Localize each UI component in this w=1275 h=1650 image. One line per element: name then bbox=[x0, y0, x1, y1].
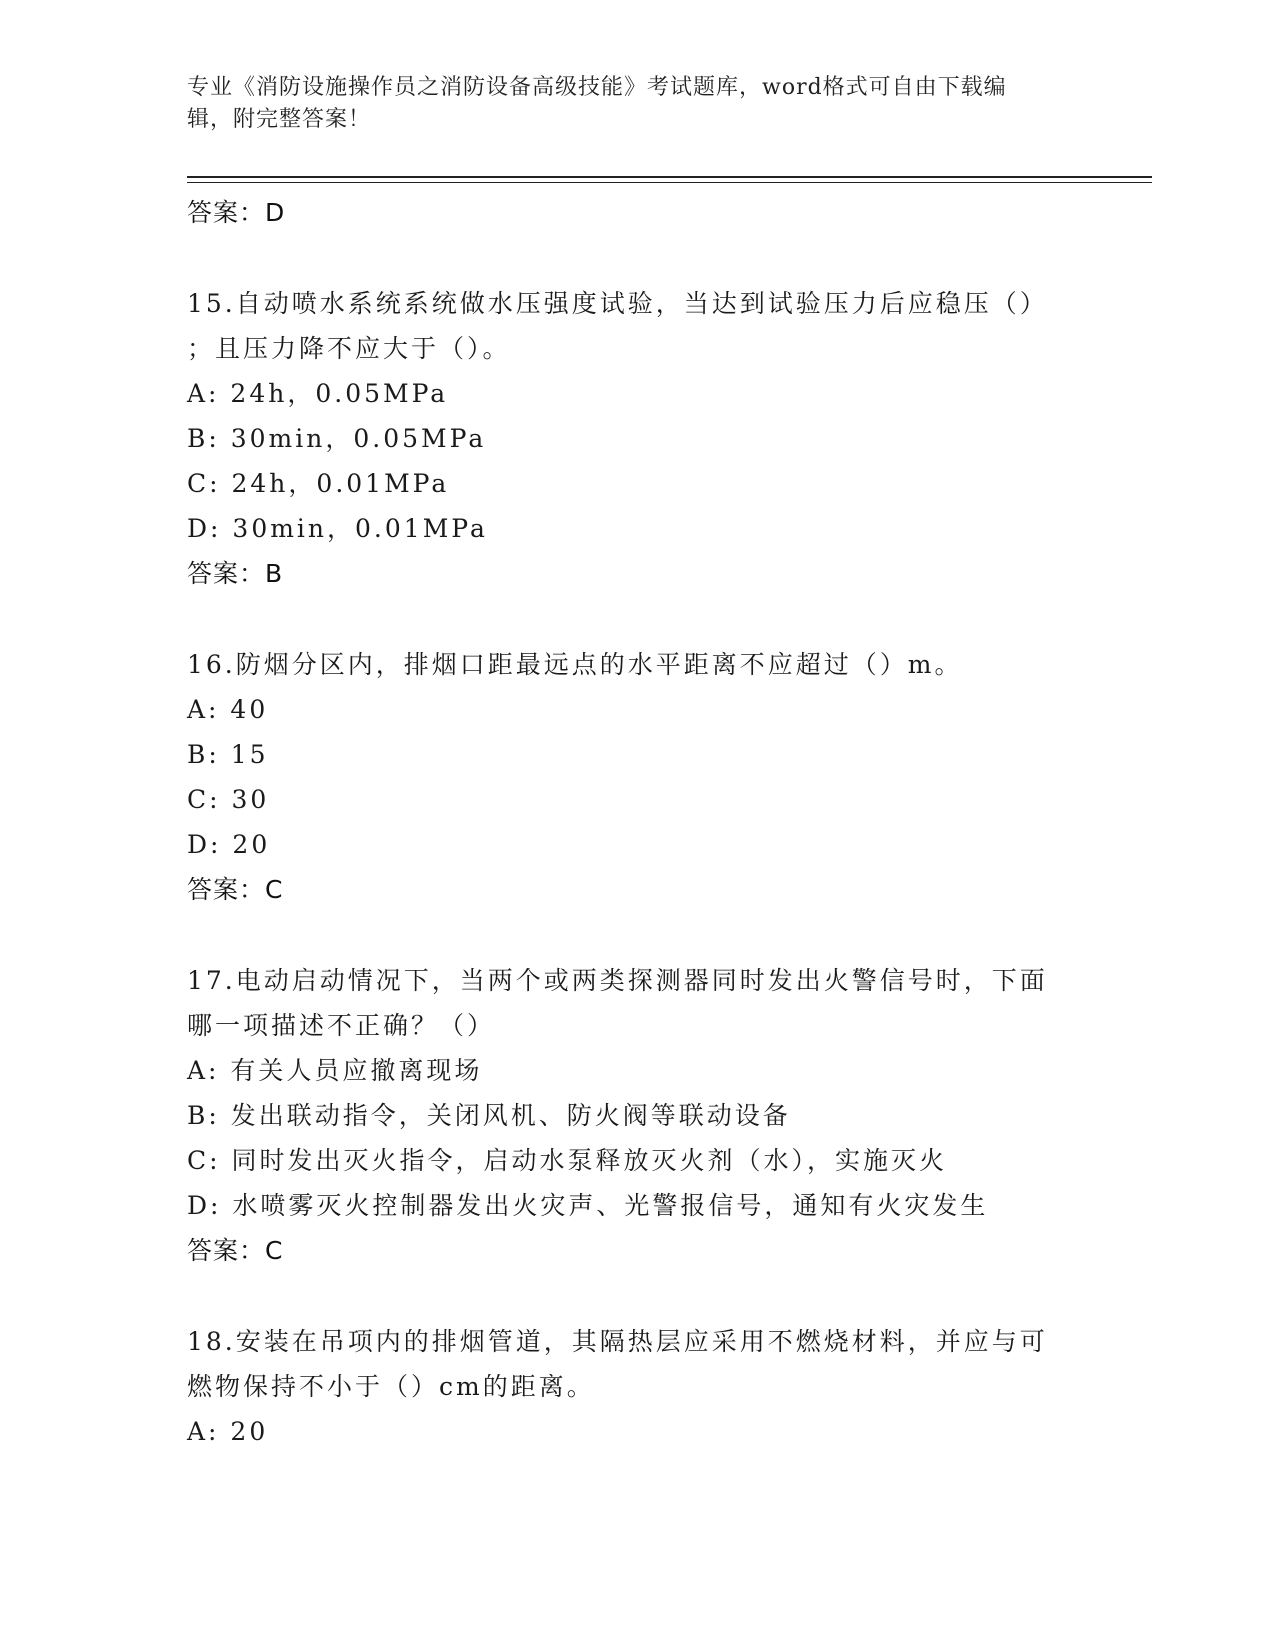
option-a: A: 有关人员应撤离现场 bbox=[187, 1056, 483, 1085]
answer-line: 答案：C bbox=[187, 875, 284, 904]
option-c: C: 24h，0.01MPa bbox=[187, 469, 450, 498]
option-b: B: 30min，0.05MPa bbox=[187, 424, 487, 453]
answer-line: 答案：B bbox=[187, 559, 284, 588]
option-d: D: 水喷雾灭火控制器发出火灾声、光警报信号，通知有火灾发生 bbox=[187, 1191, 989, 1220]
question-text: ；且压力降不应大于（）。 bbox=[187, 334, 511, 363]
option-b: B: 15 bbox=[187, 740, 269, 769]
question-text: 15.自动喷水系统系统做水压强度试验，当达到试验压力后应稳压（） bbox=[187, 289, 1048, 318]
option-a: A: 40 bbox=[187, 695, 269, 724]
option-b: B: 发出联动指令，关闭风机、防火阀等联动设备 bbox=[187, 1101, 791, 1130]
header-line-2: 辑，附完整答案！ bbox=[187, 107, 372, 132]
question-block bbox=[187, 281, 1087, 597]
question-text: 燃物保持不小于（）cm的距离。 bbox=[187, 1372, 595, 1401]
header-divider-thin bbox=[187, 182, 1152, 183]
header-divider-thick bbox=[187, 176, 1152, 178]
option-c: C: 30 bbox=[187, 785, 270, 814]
document-header bbox=[187, 72, 1067, 136]
option-c: C: 同时发出灭火指令，启动水泵释放灭火剂（水），实施灭火 bbox=[187, 1146, 948, 1175]
option-a: A: 24h，0.05MPa bbox=[187, 379, 449, 408]
question-list bbox=[187, 190, 1087, 1454]
question-text: 16.防烟分区内，排烟口距最远点的水平距离不应超过（）m。 bbox=[187, 650, 963, 679]
answer-line: 答案：C bbox=[187, 1236, 284, 1265]
header-line-1: 专业《消防设施操作员之消防设备高级技能》考试题库，word格式可自由下载编 bbox=[187, 75, 1007, 100]
question-block bbox=[187, 958, 1087, 1274]
answer-line: 答案：D bbox=[187, 198, 286, 227]
question-text: 18.安装在吊项内的排烟管道，其隔热层应采用不燃烧材料，并应与可 bbox=[187, 1327, 1048, 1356]
question-text: 17.电动启动情况下，当两个或两类探测器同时发出火警信号时，下面 bbox=[187, 966, 1048, 995]
question-block bbox=[187, 642, 1087, 913]
question-block bbox=[187, 1319, 1087, 1454]
option-d: D: 30min，0.01MPa bbox=[187, 514, 488, 543]
option-a: A: 20 bbox=[187, 1417, 269, 1446]
option-d: D: 20 bbox=[187, 830, 271, 859]
question-text: 哪一项描述不正确？（） bbox=[187, 1011, 496, 1040]
